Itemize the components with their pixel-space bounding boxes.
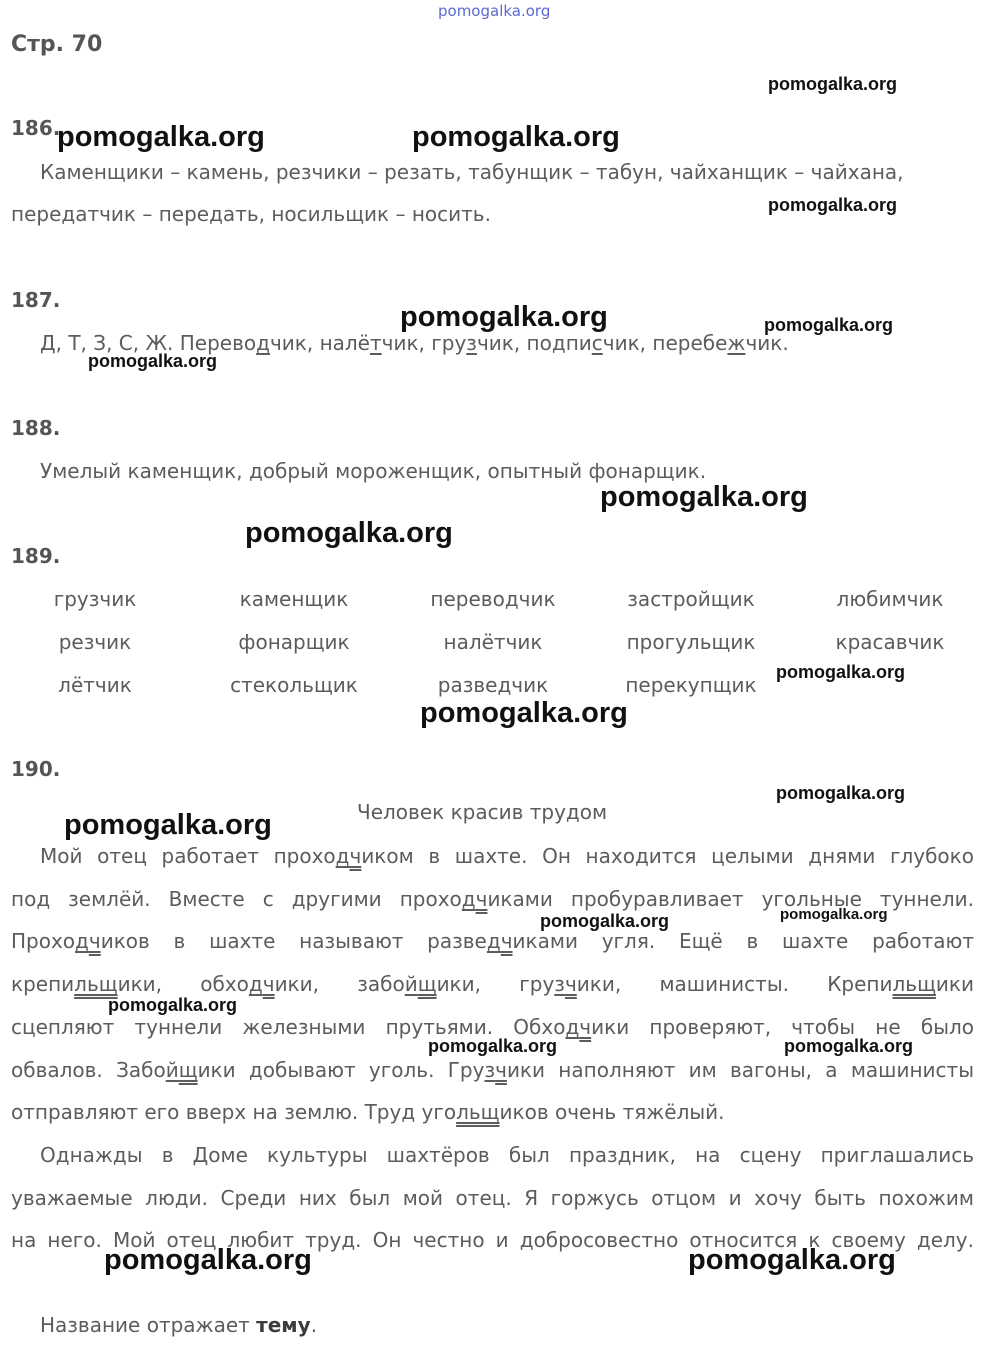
site-watermark-top: pomogalka.org (438, 2, 551, 20)
ex190-title: Человек красив трудом (357, 800, 608, 824)
watermark-text: pomogalka.org (412, 121, 620, 153)
word-cell: грузчик (53, 587, 137, 611)
watermark-text: pomogalka.org (764, 315, 894, 335)
word-cell: застройщик (627, 587, 755, 611)
exercise-number-190: 190. (11, 757, 61, 781)
watermark-text: pomogalka.org (780, 906, 888, 923)
watermark-text: pomogalka.org (776, 783, 906, 803)
exercise-number-189: 189. (11, 544, 61, 568)
word-cell: фонарщик (238, 630, 350, 654)
ex190-line: обвалов. Забойщики добывают уголь. Грузчики наполняют им вагоны, а машинисты (11, 1057, 974, 1082)
watermark-text: pomogalka.org (768, 74, 898, 94)
watermark-text: pomogalka.org (540, 911, 670, 931)
word-cell: переводчик (430, 587, 556, 611)
watermark-text: pomogalka.org (88, 351, 218, 371)
watermark-text: pomogalka.org (784, 1036, 914, 1056)
word-cell: налётчик (443, 630, 543, 654)
watermark-text: pomogalka.org (420, 697, 628, 729)
watermark-text: pomogalka.org (776, 662, 906, 682)
ex190-paragraph-2 (11, 1134, 974, 1262)
word-cell: каменщик (239, 587, 349, 611)
ex190-line: крепильщики, обходчики, забойщики, грузчики, машинисты. Крепильщики (11, 972, 974, 997)
ex190-paragraph-1 (11, 835, 974, 1134)
watermark-text: pomogalka.org (600, 481, 808, 513)
exercise-number-186: 186. (11, 116, 61, 140)
page-label: Стр. 70 (11, 32, 103, 57)
ex190-line: на него. Мой отец любит труд. Он честно и добросовестно относится к своему делу. (11, 1228, 974, 1253)
ex190-line: уважаемые люди. Среди них был мой отец. Я горжусь отцом и хочу быть похожим (11, 1185, 974, 1210)
word-cell: разведчик (437, 673, 549, 697)
watermark-text: pomogalka.org (768, 195, 898, 215)
watermark-text: pomogalka.org (428, 1036, 558, 1056)
word-cell: любимчик (836, 587, 944, 611)
ex188-text: Умелый каменщик, добрый мороженщик, опытный фонарщик. (40, 459, 707, 483)
ex186-line-1: Каменщики – камень, резчики – резать, табунщик – табун, чайханщик – чайхана, (40, 160, 904, 184)
watermark-text: pomogalka.org (400, 301, 608, 333)
word-cell: лётчик (58, 673, 132, 697)
ex190-line: Однажды в Доме культуры шахтёров был праздник, на сцену приглашались (40, 1143, 974, 1167)
word-cell: прогульщик (626, 630, 756, 654)
word-cell: резчик (58, 630, 132, 654)
watermark-text: pomogalka.org (108, 995, 238, 1015)
watermark-text: pomogalka.org (245, 517, 453, 549)
watermark-text: pomogalka.org (688, 1244, 896, 1276)
ex190-line: Проходчиков в шахте называют разведчиками угля. Ещё в шахте работают (11, 929, 974, 954)
exercise-number-188: 188. (11, 416, 61, 440)
word-cell: стекольщик (230, 673, 358, 697)
ex190-line: отправляют его вверх на землю. Труд угольщиков очень тяжёлый. (11, 1100, 725, 1125)
watermark-text: pomogalka.org (104, 1244, 312, 1276)
watermark-text: pomogalka.org (64, 809, 272, 841)
ex190-line: Мой отец работает проходчиком в шахте. Он находится целыми днями глубоко (40, 844, 974, 868)
ex187-text: Д, Т, З, С, Ж. Переводчик, налётчик, грузчик, подписчик, перебежчик. (40, 331, 789, 355)
word-cell: перекупщик (625, 673, 757, 697)
ex190-line: под землёй. Вместе с другими проходчиками пробуравливает угольные туннели. (11, 886, 974, 911)
ex186-line-2: передатчик – передать, носильщик – носить. (11, 202, 491, 226)
word-cell: красавчик (835, 630, 945, 654)
exercise-number-187: 187. (11, 288, 61, 312)
ex190-conclusion: Название отражает тему. (40, 1313, 318, 1337)
ex190-line: сцепляют туннели железными прутьями. Обходчики проверяют, чтобы не было (11, 1014, 974, 1039)
watermark-text: pomogalka.org (57, 121, 265, 153)
